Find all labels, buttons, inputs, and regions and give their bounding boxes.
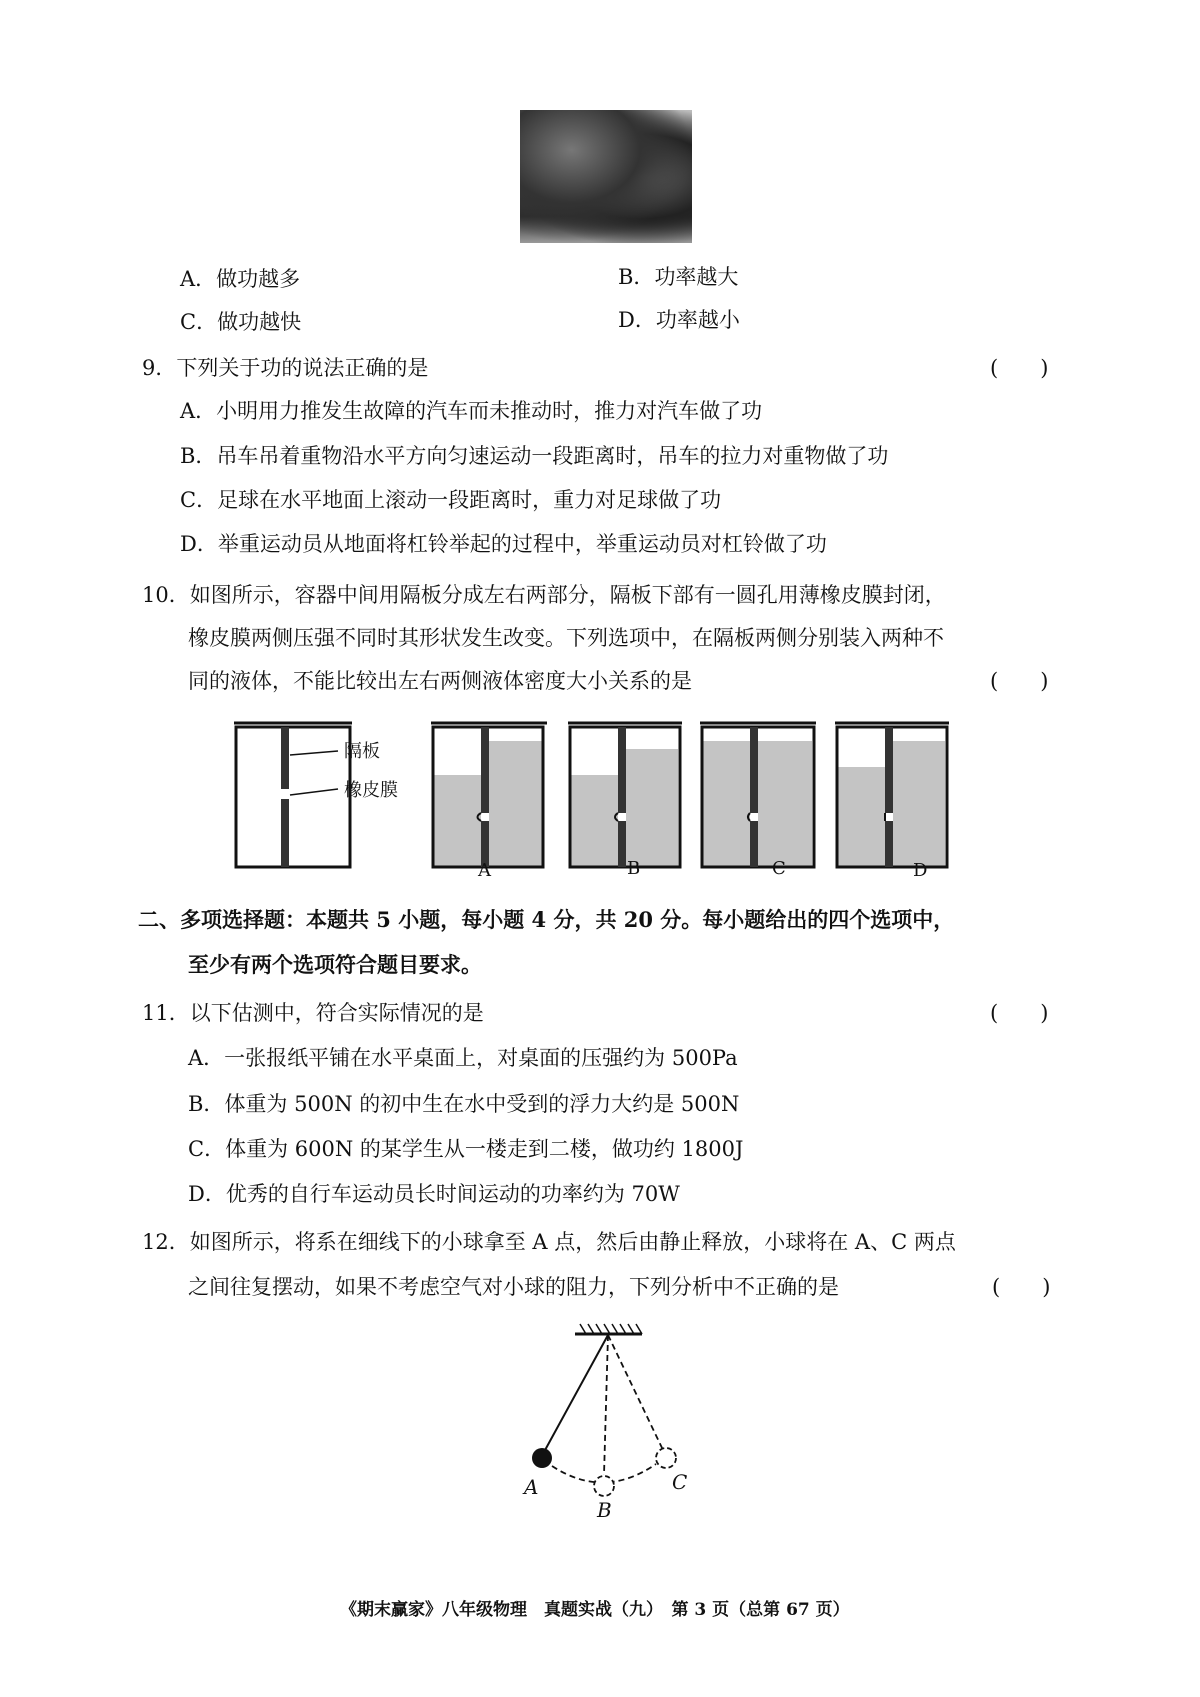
q10-stem-line1: 10．如图所示，容器中间用隔板分成左右两部分，隔板下部有一圆孔用薄橡皮膜封闭， — [142, 583, 946, 607]
q10-answer-paren: ( ) — [990, 669, 1049, 693]
page-footer: 《期末赢家》八年级物理 真题实战（九） 第 3 页（总第 67 页） — [340, 1600, 850, 1620]
caption-b: B — [627, 858, 641, 879]
q9-option-a: A．小明用力推发生故障的汽车而未推动时，推力对汽车做了功 — [180, 399, 763, 423]
label-membrane: 橡皮膜 — [344, 780, 398, 801]
q11-option-b: B．体重为 500N 的初中生在水中受到的浮力大约是 500N — [188, 1092, 740, 1116]
point-label-a: A — [524, 1475, 539, 1499]
q12-stem-line1: 12．如图所示，将系在细线下的小球拿至 A 点，然后由静止释放，小球将在 A、C 两点 — [142, 1230, 956, 1254]
q9-option-b: B．吊车吊着重物沿水平方向匀速运动一段距离时，吊车的拉力对重物做了功 — [180, 444, 889, 468]
ball-b-dashed — [594, 1476, 614, 1496]
q12-stem-line2: 之间往复摆动，如果不考虑空气对小球的阻力，下列分析中不正确的是 — [188, 1275, 839, 1299]
q9-option-c: C．足球在水平地面上滚动一段距离时，重力对足球做了功 — [180, 488, 722, 512]
q8-option-d: D．功率越小 — [618, 308, 740, 332]
pendulum-figure — [520, 1318, 720, 1518]
container-d — [835, 723, 949, 867]
q11-stem: 11．以下估测中，符合实际情况的是 — [142, 1001, 484, 1025]
section2-heading-line1: 二、多项选择题：本题共 5 小题，每小题 4 分，共 20 分。每小题给出的四个选项中， — [138, 907, 955, 932]
q9-answer-paren: ( ) — [990, 356, 1049, 380]
q11-option-c: C．体重为 600N 的某学生从一楼走到二楼，做功约 1800J — [188, 1137, 744, 1161]
q8-option-a: A．做功越多 — [180, 267, 301, 291]
reference-container — [234, 723, 352, 867]
q8-option-b: B．功率越大 — [618, 265, 739, 289]
point-label-c: C — [672, 1470, 688, 1494]
caption-d: D — [913, 860, 928, 881]
label-partition: 隔板 — [344, 741, 380, 762]
container-c — [700, 723, 816, 867]
container-a — [431, 723, 547, 867]
ball-c-dashed — [656, 1448, 676, 1468]
q11-option-d: D．优秀的自行车运动员长时间运动的功率约为 70W — [188, 1182, 680, 1206]
q10-stem-line3: 同的液体，不能比较出左右两侧液体密度大小关系的是 — [188, 669, 692, 693]
ball-a — [532, 1448, 552, 1468]
q9-stem: 9．下列关于功的说法正确的是 — [142, 356, 429, 380]
q8-option-c: C．做功越快 — [180, 310, 302, 334]
section2-heading-line2: 至少有两个选项符合题目要求。 — [188, 952, 482, 977]
container-b — [568, 723, 682, 867]
q11-answer-paren: ( ) — [990, 1001, 1049, 1025]
q11-option-a: A．一张报纸平铺在水平桌面上，对桌面的压强约为 500Pa — [188, 1046, 738, 1070]
q10-container-figure — [220, 715, 1000, 890]
q12-answer-paren: ( ) — [992, 1275, 1051, 1299]
q10-stem-line2: 橡皮膜两侧压强不同时其形状发生改变。下列选项中，在隔板两侧分别装入两种不 — [188, 626, 944, 650]
caption-c: C — [772, 858, 786, 879]
caption-a: A — [478, 860, 491, 881]
point-label-b: B — [597, 1498, 612, 1522]
q9-option-d: D．举重运动员从地面将杠铃举起的过程中，举重运动员对杠铃做了功 — [180, 532, 827, 556]
mountaineers-photo — [520, 110, 692, 243]
